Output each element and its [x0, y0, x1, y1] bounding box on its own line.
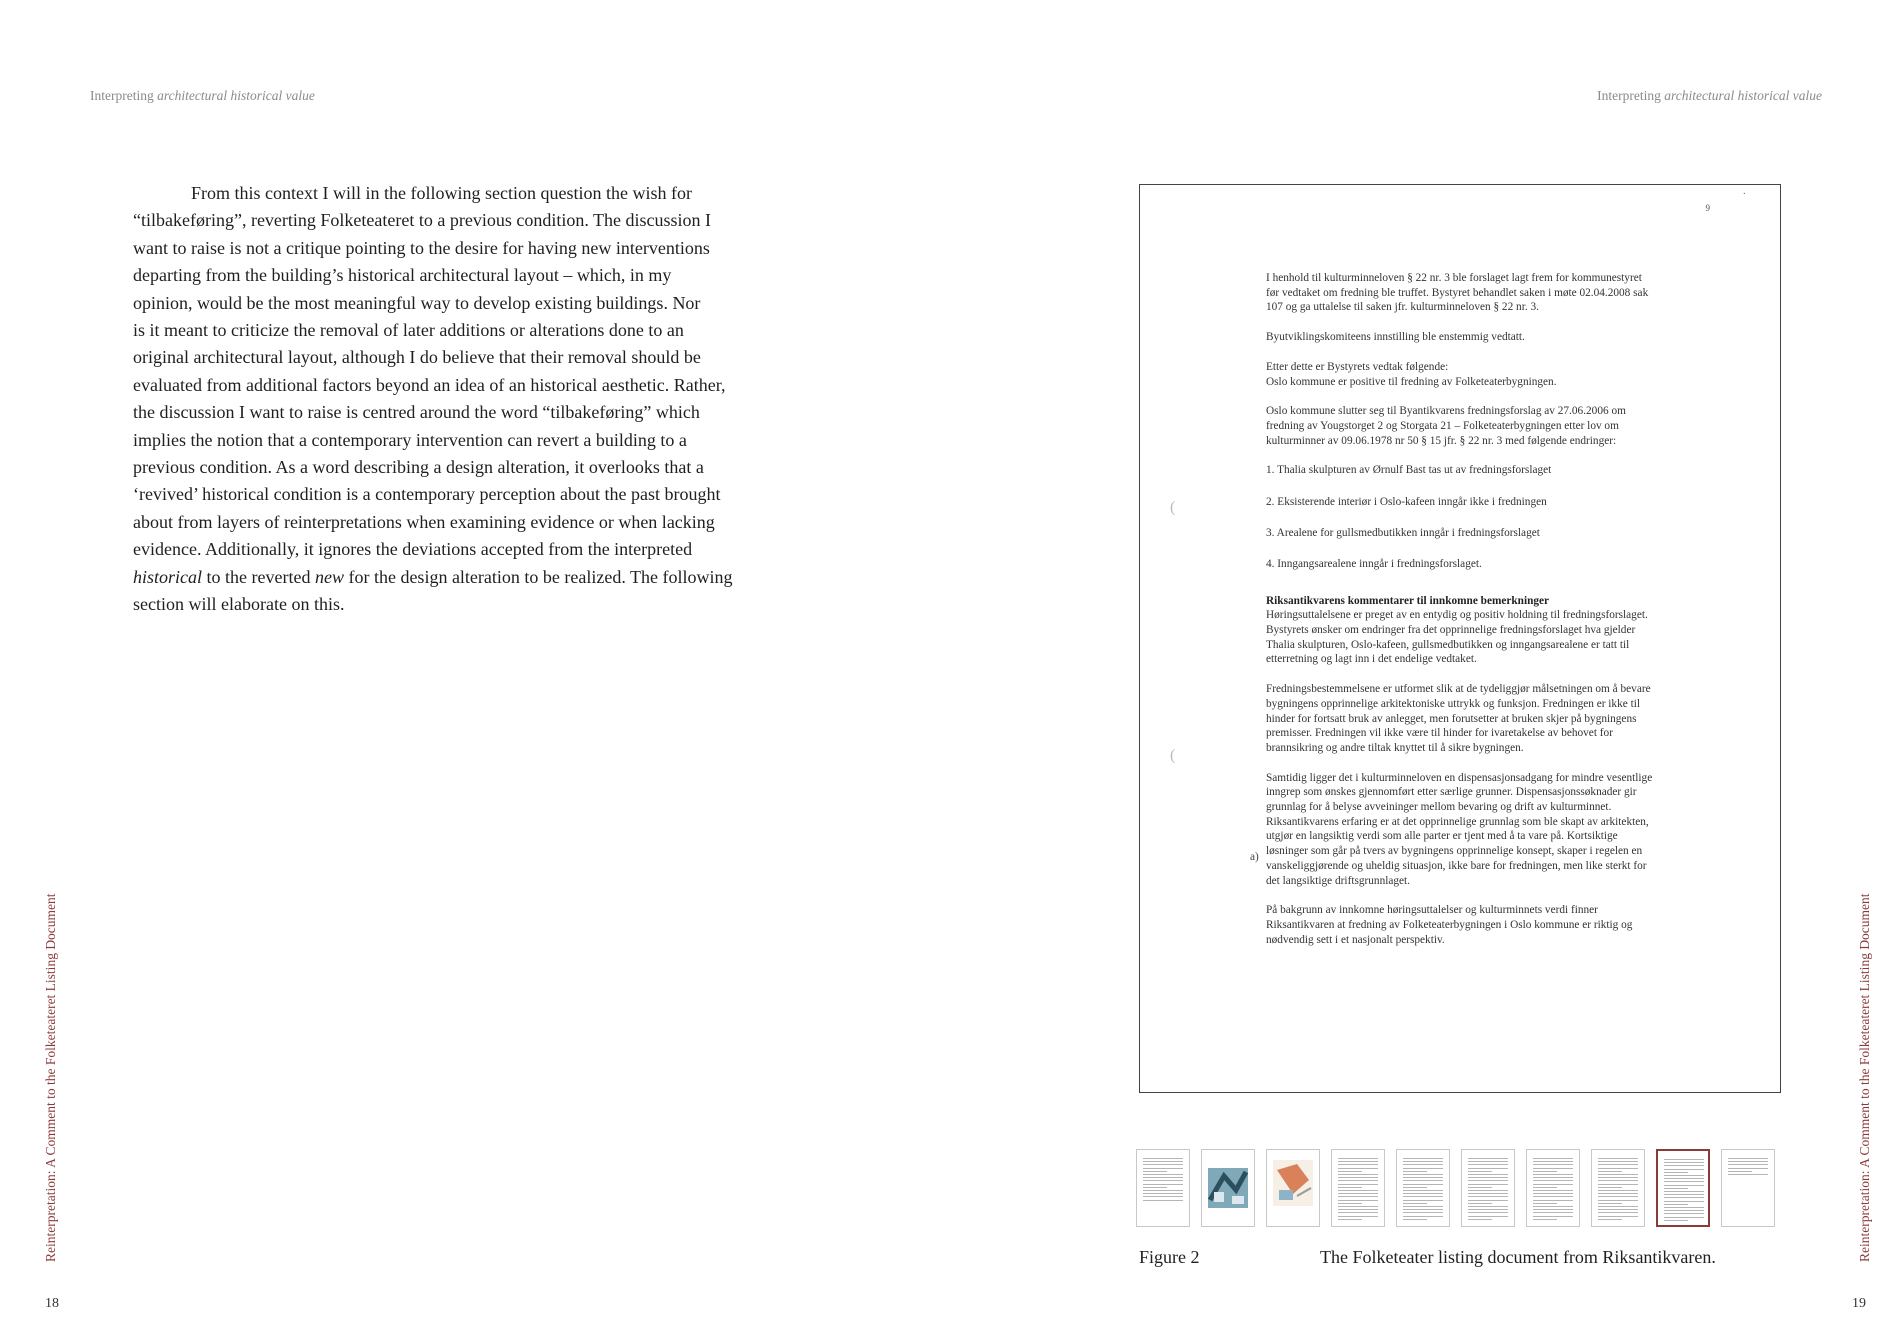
scan-line: før vedtaket om fredning ble truffet. Bystyret behandlet saken i møte 02.04.2008 sak [1266, 286, 1649, 299]
scan-line: nødvendig sett i et nasjonalt perspektiv. [1266, 933, 1445, 946]
thumbnail-line [1338, 1158, 1378, 1159]
thumbnail-line [1143, 1200, 1183, 1201]
thumbnail-line [1468, 1212, 1508, 1213]
page-thumbnail [1331, 1149, 1385, 1227]
scan-line: vanskeliggjørende og uheldig situasjon, ikke bare for fredningen, men like sterkt for [1266, 859, 1647, 872]
thumbnail-line [1338, 1209, 1378, 1210]
scanned-document-page [1139, 184, 1781, 1093]
thumbnail-line [1143, 1177, 1183, 1178]
scan-line: Riksantikvaren at fredning av Folketeaterbygningen i Oslo kommune er riktig og [1266, 919, 1633, 931]
thumbnail-line [1143, 1193, 1183, 1194]
thumbnail-line [1403, 1209, 1443, 1210]
thumbnail-line [1403, 1193, 1443, 1194]
thumbnail-line [1338, 1187, 1362, 1188]
thumbnail-line [1338, 1219, 1362, 1220]
scan-line: brannsikring og andre tiltak knyttet til å sikre bygningen. [1266, 741, 1524, 754]
thumbnail-line [1468, 1187, 1492, 1188]
scan-line: etterretning og lagt inn i det endelige vedtaket. [1266, 653, 1477, 666]
thumbnail-line [1664, 1172, 1688, 1173]
scan-line: hinder for fortsatt bruk av anlegget, men forutsetter at bruken skjer på bygningens [1266, 712, 1637, 725]
body-line: From this context I will in the following section question the wish for [191, 183, 692, 203]
thumbnail-line [1468, 1216, 1508, 1217]
thumbnail-line [1728, 1164, 1768, 1165]
scan-list-item: 2. Eksisterende interiør i Oslo-kafeen inngår ikke i fredningen [1266, 495, 1547, 508]
scan-paragraph [1266, 682, 1746, 756]
thumbnail-line [1664, 1181, 1704, 1182]
thumbnail-line [1403, 1161, 1443, 1162]
thumbnail-line [1403, 1212, 1443, 1213]
thumbnail-line [1338, 1190, 1378, 1191]
thumbnail-line [1468, 1190, 1508, 1191]
body-line: “tilbakeføring”, reverting Folketeateret to a previous condition. The discussion I [133, 210, 712, 231]
thumbnail-line [1143, 1196, 1183, 1197]
running-head-left: Interpreting architectural historical value [90, 88, 315, 103]
body-line: opinion, would be the most meaningful way to develop existing buildings. Nor [133, 292, 701, 313]
thumbnail-line [1468, 1219, 1492, 1220]
thumbnail-line [1143, 1171, 1167, 1172]
thumbnail-line [1403, 1206, 1443, 1207]
body-line: previous condition. As a word describing a design alteration, it overlooks that a [133, 457, 704, 478]
thumbnail-line [1664, 1165, 1704, 1166]
thumbnail-line [1533, 1168, 1573, 1169]
thumbnail-line [1728, 1174, 1768, 1175]
thumbnail-line [1468, 1206, 1508, 1207]
thumbnail-line [1533, 1200, 1573, 1201]
thumbnail-line [1664, 1210, 1704, 1211]
thumbnail-line [1598, 1174, 1638, 1175]
scan-line: I henhold til kulturminneloven § 22 nr. 3 ble forslaget lagt frem for kommunestyret [1266, 272, 1642, 284]
scan-line: bygningens opprinnelige arkitektoniske uttrykk og funksjon. Fredningen er ikke til [1266, 697, 1640, 710]
thumbnail-line [1338, 1171, 1362, 1172]
thumbnail-line [1533, 1203, 1557, 1204]
page-thumbnail [1201, 1149, 1255, 1227]
body-line: ‘revived’ historical condition is a contemporary perception about the past brought [133, 484, 721, 505]
thumbnail-line [1468, 1168, 1508, 1169]
thumbnail-line [1403, 1187, 1427, 1188]
scan-margin-marker: a) [1250, 851, 1259, 863]
thumbnail-line [1143, 1168, 1183, 1169]
thumbnail-line [1533, 1174, 1573, 1175]
scan-line: Bystyrets ønsker om endringer fra det opprinnelige fredningsforslaget hva gjelder [1266, 624, 1636, 637]
thumbnail-line [1533, 1180, 1573, 1181]
thumbnail-line [1533, 1190, 1573, 1191]
body-line: the discussion I want to raise is centred around the word “tilbakeføring” which [133, 402, 700, 423]
scan-line: Høringsuttalelsene er preget av en entydig og positiv holdning til fredningsforslaget. [1266, 609, 1648, 622]
figure-caption: The Folketeater listing document from Riksantikvaren. [1320, 1247, 1716, 1267]
thumbnail-line [1143, 1180, 1183, 1181]
body-line: historical to the reverted new for the design alteration to be realized. The following [133, 566, 733, 587]
thumbnail-line [1338, 1196, 1378, 1197]
thumbnail-line [1533, 1171, 1557, 1172]
scan-line: kulturminner av 09.06.1978 nr 50 § 15 jfr. § 22 nr. 3 med følgende endringer: [1266, 434, 1617, 447]
scan-line: fredning av Yougstorget 2 og Storgata 21 – Folketeaterbygningen etter lov om [1266, 419, 1619, 432]
scan-paragraph [1266, 608, 1746, 667]
thumbnail-line [1468, 1193, 1508, 1194]
thumbnail-line [1143, 1158, 1183, 1159]
figure-label: Figure 2 [1139, 1247, 1200, 1267]
thumbnail-line [1338, 1168, 1378, 1169]
page-number-left: 18 [45, 1296, 59, 1311]
scan-list-item: 4. Inngangsarealene inngår i fredningsforslaget. [1266, 557, 1482, 570]
thumbnail-line [1403, 1180, 1443, 1181]
thumbnail-line [1338, 1180, 1378, 1181]
thumbnail-line [1468, 1196, 1508, 1197]
thumbnail-line [1143, 1184, 1183, 1185]
page-thumbnail [1591, 1149, 1645, 1227]
thumbnail-line [1664, 1188, 1688, 1189]
body-line: about from layers of reinterpretations when examining evidence or when lacking [133, 511, 715, 532]
thumbnail-line [1403, 1219, 1427, 1220]
thumbnail-line [1664, 1197, 1704, 1198]
thumbnail-line [1403, 1164, 1443, 1165]
scan-paragraph [1266, 404, 1746, 448]
body-line: evaluated from additional factors beyond an idea of an historical aesthetic. Rather, [133, 374, 726, 395]
scan-page-number: 9 [1705, 203, 1710, 213]
scan-line: Samtidig ligger det i kulturminneloven en dispensasjonsadgang for mindre vesentlige [1266, 771, 1653, 784]
thumbnail-line [1468, 1180, 1508, 1181]
page-thumbnail [1266, 1149, 1320, 1227]
thumbnail-line [1143, 1164, 1183, 1165]
page-thumbnail [1656, 1149, 1710, 1227]
thumbnail-line [1533, 1196, 1573, 1197]
thumbnail-line [1664, 1204, 1688, 1205]
running-head-right: Interpreting architectural historical value [1597, 88, 1822, 103]
thumbnail-line [1664, 1169, 1704, 1170]
thumbnail-line [1664, 1185, 1704, 1186]
thumbnail-line [1533, 1158, 1573, 1159]
thumbnail-line [1533, 1219, 1557, 1220]
scan-paragraph [1266, 271, 1746, 315]
page-thumbnail [1526, 1149, 1580, 1227]
body-line: original architectural layout, although I do believe that their removal should be [133, 347, 701, 368]
thumbnail-line [1338, 1216, 1378, 1217]
scan-heading: Riksantikvarens kommentarer til innkomne bemerkninger [1266, 594, 1550, 607]
scan-paragraph [1266, 360, 1746, 389]
thumbnail-line [1468, 1203, 1492, 1204]
page-number-right: 19 [1852, 1296, 1866, 1311]
thumbnail-line [1143, 1187, 1167, 1188]
thumbnail-line [1403, 1196, 1443, 1197]
scan-paragraph [1266, 771, 1746, 889]
page-thumbnail [1461, 1149, 1515, 1227]
thumbnail-line [1533, 1206, 1573, 1207]
thumbnail-line [1338, 1206, 1378, 1207]
thumbnail-line [1664, 1217, 1704, 1218]
scan-list-item: 1. Thalia skulpturen av Ørnulf Bast tas ut av fredningsforslaget [1266, 464, 1552, 477]
thumbnail-line [1598, 1196, 1638, 1197]
scan-line: utgjør en langsiktig verdi som alle parter er tjent med å ta vare på. Kortsiktige [1266, 830, 1618, 843]
thumbnail-line [1728, 1161, 1768, 1162]
thumbnail-line [1403, 1168, 1443, 1169]
thumbnail-line [1598, 1203, 1622, 1204]
thumbnail-line [1664, 1213, 1704, 1214]
thumbnail-line [1403, 1158, 1443, 1159]
thumbnail-line [1598, 1193, 1638, 1194]
body-paragraph [133, 180, 773, 619]
thumbnail-line [1468, 1174, 1508, 1175]
plan-thumbnail-icon [1267, 1150, 1319, 1226]
thumbnail-line [1403, 1216, 1443, 1217]
thumbnail-line [1338, 1193, 1378, 1194]
thumbnail-line [1664, 1191, 1704, 1192]
thumbnail-line [1533, 1209, 1573, 1210]
thumbnail-line [1598, 1190, 1638, 1191]
scan-list-item: 3. Arealene for gullsmedbutikken inngår i fredningsforslaget [1266, 526, 1540, 539]
thumbnail-line [1598, 1200, 1638, 1201]
scan-line: inngrep som ønskes gjennomført etter særlige grunner. Dispensasjonssøknader gir [1266, 786, 1637, 799]
thumbnail-line [1598, 1161, 1638, 1162]
body-line: want to raise is not a critique pointing to the desire for having new interventions [133, 237, 710, 258]
thumbnail-line [1468, 1177, 1508, 1178]
thumbnail-line [1598, 1180, 1638, 1181]
thumbnail-line [1533, 1184, 1573, 1185]
thumbnail-line [1338, 1200, 1378, 1201]
thumbnail-line [1728, 1168, 1768, 1169]
thumbnail-line [1338, 1164, 1378, 1165]
scan-text [1266, 271, 1746, 962]
punch-hole-icon: ( [1170, 499, 1176, 516]
thumbnail-line [1468, 1161, 1508, 1162]
thumbnail-line [1598, 1206, 1638, 1207]
scan-line: premisser. Fredningen vil ikke være til hinder for ivaretakelse av behovet for [1266, 727, 1613, 740]
scan-line: Oslo kommune slutter seg til Byantikvarens fredningsforslag av 27.06.2006 om [1266, 405, 1626, 418]
thumbnail-line [1403, 1200, 1443, 1201]
thumbnail-line [1403, 1190, 1443, 1191]
scan-line: 107 og ga uttalelse til saken jfr. kulturminneloven § 22 nr. 3. [1266, 301, 1539, 314]
thumbnail-line [1664, 1159, 1704, 1160]
scan-paragraph [1266, 330, 1746, 345]
map-thumbnail-icon [1202, 1150, 1254, 1226]
thumbnail-line [1664, 1194, 1704, 1195]
thumbnail-line [1403, 1203, 1427, 1204]
thumbnail-line [1338, 1177, 1378, 1178]
thumbnail-line [1468, 1209, 1508, 1210]
scan-line: Byutviklingskomiteens innstilling ble enstemmig vedtatt. [1266, 331, 1525, 344]
thumbnail-line [1598, 1177, 1638, 1178]
thumbnail-line [1403, 1174, 1443, 1175]
thumbnail-line [1598, 1216, 1638, 1217]
thumbnail-line [1143, 1161, 1183, 1162]
page-thumbnail [1721, 1149, 1775, 1227]
thumbnail-line [1533, 1216, 1573, 1217]
thumbnail-line [1533, 1187, 1557, 1188]
thumbnail-line [1403, 1171, 1427, 1172]
thumbnail-line [1533, 1212, 1573, 1213]
scan-line: Fredningsbestemmelsene er utformet slik at de tydeliggjør målsetningen om å bevare [1266, 683, 1651, 696]
thumbnail-line [1598, 1187, 1622, 1188]
thumbnail-line [1338, 1184, 1378, 1185]
thumbnail-line [1338, 1203, 1362, 1204]
thumbnail-line [1598, 1184, 1638, 1185]
thumbnail-line [1598, 1219, 1622, 1220]
thumbnail-line [1143, 1174, 1183, 1175]
thumbnail-line [1533, 1164, 1573, 1165]
thumbnail-line [1664, 1220, 1688, 1221]
scan-line: løsninger som går på tvers av bygningens opprinnelige konsept, skaper i regelen en [1266, 845, 1643, 858]
punch-hole-icon: ( [1170, 747, 1176, 764]
thumbnail-line [1664, 1162, 1704, 1163]
page-thumbnail [1396, 1149, 1450, 1227]
scan-line: På bakgrunn av innkomne høringsuttalelser og kulturminnets verdi finner [1266, 904, 1598, 917]
thumbnail-line [1664, 1207, 1704, 1208]
thumbnail-line [1468, 1158, 1508, 1159]
thumbnail-line [1598, 1209, 1638, 1210]
thumbnail-line [1598, 1164, 1638, 1165]
thumbnail-line [1664, 1201, 1704, 1202]
thumbnail-line [1598, 1212, 1638, 1213]
thumbnail-line [1403, 1177, 1443, 1178]
thumbnail-line [1533, 1177, 1573, 1178]
thumbnail-line [1598, 1168, 1638, 1169]
scan-paragraph [1266, 903, 1746, 947]
thumbnail-line [1468, 1164, 1508, 1165]
side-title-right: Reinterpretation: A Comment to the Folketeateret Listing Document [1857, 893, 1872, 1262]
body-line: departing from the building’s historical architectural layout – which, in my [133, 265, 672, 286]
body-line: evidence. Additionally, it ignores the deviations accepted from the interpreted [133, 539, 693, 560]
thumbnail-line [1403, 1184, 1443, 1185]
scan-line: Thalia skulpturen, Oslo-kafeen, gullsmedbutikken og inngangsarealene er tatt til [1266, 638, 1630, 651]
thumbnail-line [1468, 1171, 1492, 1172]
thumbnail-line [1598, 1158, 1638, 1159]
scan-line: Etter dette er Bystyrets vedtak følgende: [1266, 360, 1449, 373]
thumbnail-line [1338, 1174, 1378, 1175]
body-line: implies the notion that a contemporary intervention can revert a building to a [133, 429, 687, 450]
scan-line: grunnlag for å belyse avveininger mellom bevaring og drift av kulturminnet. [1266, 801, 1612, 814]
scan-line: det langsiktige driftsgrunnlaget. [1266, 874, 1411, 887]
scan-mark: · [1742, 189, 1746, 200]
thumbnail-line [1728, 1158, 1768, 1159]
thumbnail-line [1728, 1171, 1752, 1172]
thumbnail-line [1664, 1175, 1704, 1176]
thumbnail-line [1338, 1161, 1378, 1162]
thumbnail-line [1664, 1178, 1704, 1179]
thumbnail-line [1533, 1193, 1573, 1194]
thumbnail-line [1598, 1171, 1622, 1172]
thumbnail-line [1468, 1200, 1508, 1201]
body-line: section will elaborate on this. [133, 594, 345, 615]
scan-line: Riksantikvarens erfaring er at det opprinnelige grunnlag som ble skapt av arkitekten, [1266, 815, 1649, 828]
side-title-left: Reinterpretation: A Comment to the Folketeateret Listing Document [43, 893, 58, 1262]
page-thumbnail [1136, 1149, 1190, 1227]
thumbnail-line [1533, 1161, 1573, 1162]
body-line: is it meant to criticize the removal of later additions or alterations done to an [133, 320, 684, 341]
scan-line: Oslo kommune er positive til fredning av Folketeaterbygningen. [1266, 375, 1557, 388]
thumbnail-line [1338, 1212, 1378, 1213]
thumbnail-line [1143, 1190, 1183, 1191]
thumbnail-line [1468, 1184, 1508, 1185]
